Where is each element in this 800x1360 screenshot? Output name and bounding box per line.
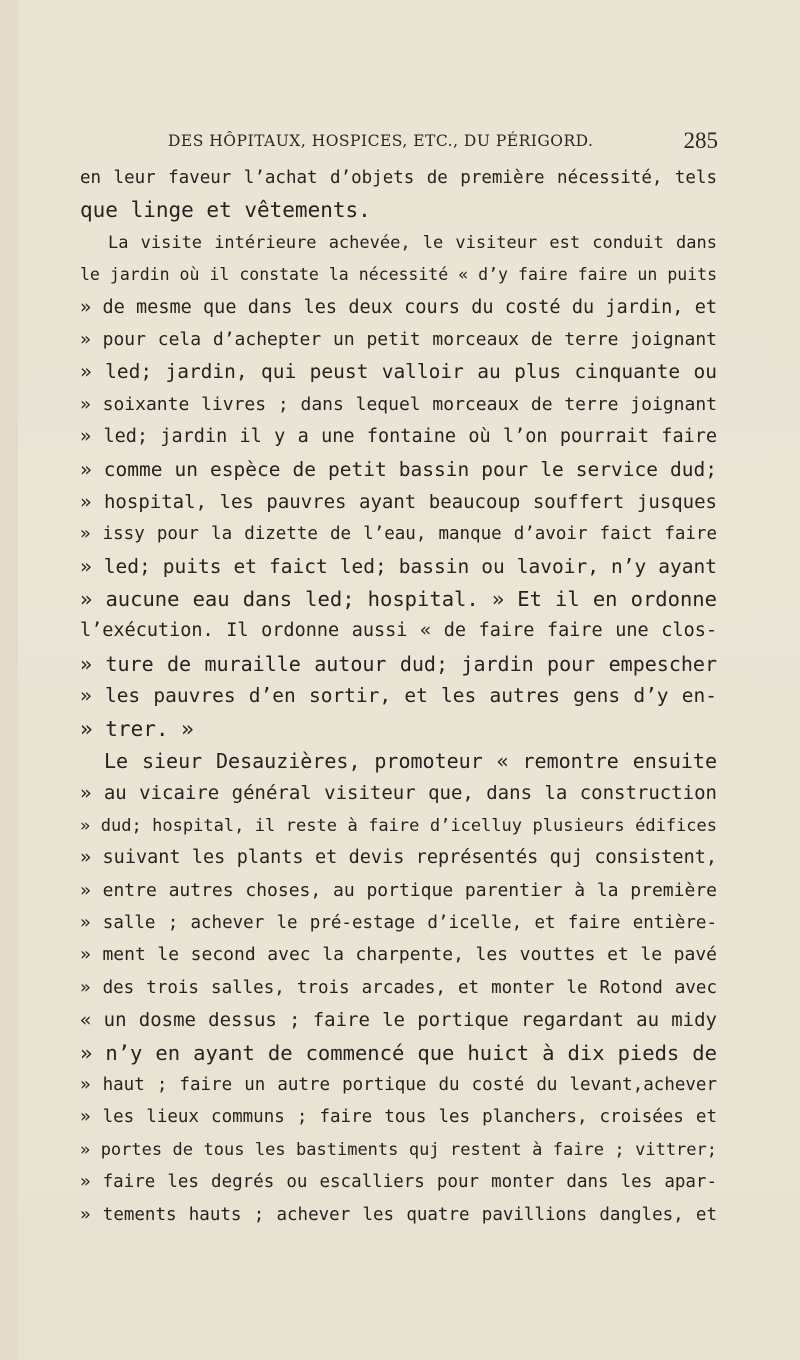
book-page xyxy=(18,0,800,1360)
text-line: » haut ; faire un autre portique du costé du levant,achever xyxy=(80,1074,717,1095)
text-line: » dud; hospital, il reste à faire d’icelluy plusieurs édifices xyxy=(80,815,717,836)
text-line: » comme un espèce de petit bassin pour le service dud; xyxy=(80,457,717,481)
text-line: que linge et vêtements. xyxy=(80,198,371,223)
text-line: » au vicaire général visiteur que, dans la construction xyxy=(80,782,717,805)
text-line: » les pauvres d’en sortir, et les autres gens d’y en- xyxy=(80,684,717,708)
text-line: » aucune eau dans led; hospital. » Et il en ordonne xyxy=(80,587,717,612)
text-line: le jardin où il constate la nécessité « d’y faire faire un puits xyxy=(80,265,717,285)
text-line: » trer. » xyxy=(80,716,194,741)
text-line: » pour cela d’achepter un petit morceaux de terre joignant xyxy=(80,328,717,350)
page-number: 285 xyxy=(683,128,718,153)
text-line: La visite intérieure achevée, le visiteur est conduit dans xyxy=(108,232,717,253)
text-line: » tements hauts ; achever les quatre pavillions dangles, et xyxy=(80,1204,717,1225)
text-line: » ture de muraille autour dud; jardin pour empescher xyxy=(80,651,717,676)
text-line: l’exécution. Il ordonne aussi « de faire faire une clos- xyxy=(80,620,717,642)
text-line: » salle ; achever le pré-estage d’icelle, et faire entière- xyxy=(80,912,717,933)
text-line: » entre autres choses, au portique parentier à la première xyxy=(80,879,717,901)
text-line: » issy pour la dizette de l’eau, manque d’avoir faict faire xyxy=(80,524,717,545)
text-line: » soixante livres ; dans lequel morceaux de terre joignant xyxy=(80,393,717,415)
text-line: Le sieur Desauzières, promoteur « remontre ensuite xyxy=(104,749,717,774)
text-line: » les lieux communs ; faire tous les planchers, croisées et xyxy=(80,1107,717,1128)
text-line: » led; jardin, qui peust valloir au plus cinquante ou xyxy=(80,360,717,384)
body-text xyxy=(80,162,717,1231)
text-line: » ment le second avec la charpente, les vouttes et le pavé xyxy=(80,944,717,966)
page-header xyxy=(168,128,718,156)
text-line: » des trois salles, trois arcades, et monter le Rotond avec xyxy=(80,977,717,998)
text-line: » de mesme que dans les deux cours du costé du jardin, et xyxy=(80,296,717,318)
text-line: « un dosme dessus ; faire le portique regardant au midy xyxy=(80,1009,717,1032)
text-line: en leur faveur l’achat d’objets de première nécessité, tels xyxy=(80,168,717,188)
text-line: » led; puits et faict led; bassin ou lavoir, n’y ayant xyxy=(80,554,717,578)
text-line: » suivant les plants et devis représentés quj consistent, xyxy=(80,847,717,869)
text-line: » n’y en ayant de commencé que huict à dix pieds de xyxy=(80,1040,717,1065)
running-title: DES HÔPITAUX, HOSPICES, ETC., DU PÉRIGORD. xyxy=(168,132,594,150)
text-line: » led; jardin il y a une fontaine où l’on pourrait faire xyxy=(80,426,717,448)
text-line: » portes de tous les bastiments quj restent à faire ; vittrer; xyxy=(80,1139,717,1160)
text-line: » faire les degrés ou escalliers pour monter dans les apar- xyxy=(80,1172,717,1193)
text-line: » hospital, les pauvres ayant beaucoup souffert jusques xyxy=(80,490,717,513)
